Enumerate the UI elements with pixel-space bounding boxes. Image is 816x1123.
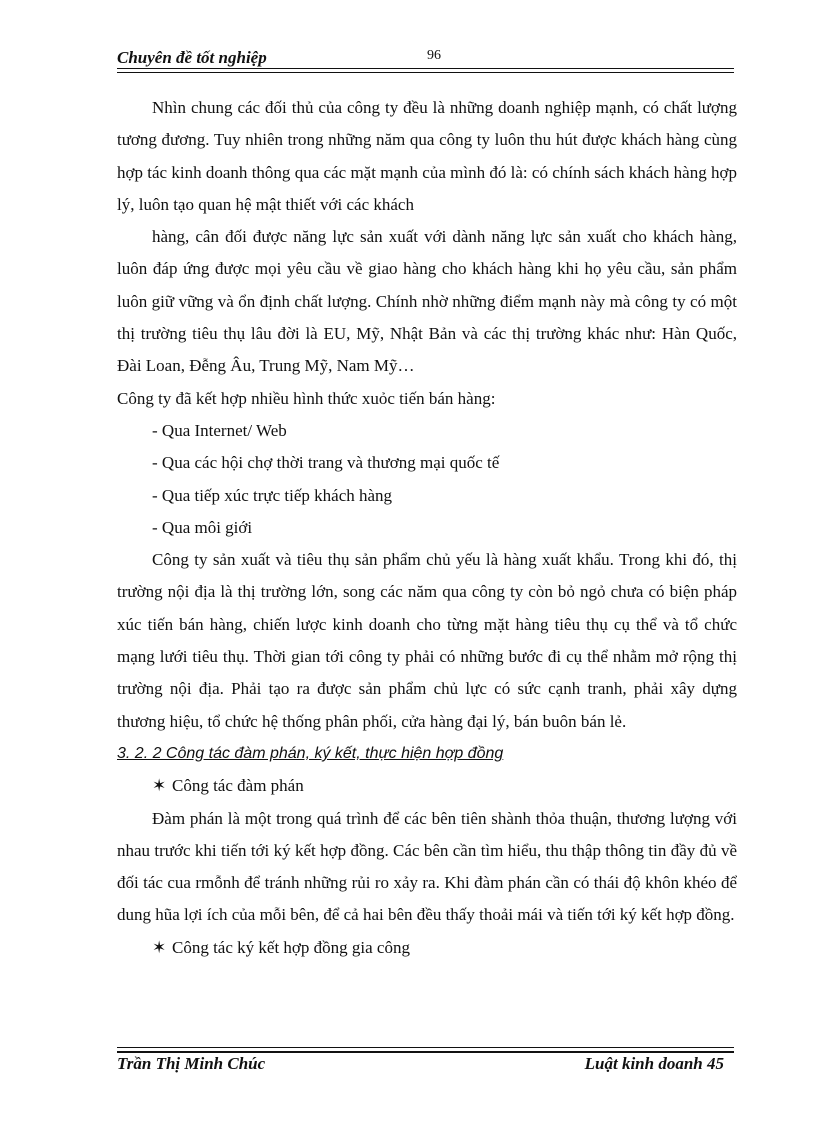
bullet-item: - Qua các hội chợ thời trang và thương mại quốc tế — [152, 453, 500, 473]
star-icon: ✶ — [152, 937, 167, 957]
footer-author: Trần Thị Minh Chúc — [117, 1054, 266, 1073]
footer-rule — [117, 1047, 734, 1048]
bullet-item: - Qua tiếp xúc trực tiếp khách hàng — [152, 485, 393, 505]
paragraph-negotiation: Đàm phán là một trong quá trình để các bên tiên shành thỏa thuận, thương lượng với nhau trước khi tiến tới ký kết hợp đồng. Các bên cần tìm hiểu, thu thập thông tin đầy đủ về đối tác cua rmỗnh để tránh những rủi ro xảy ra. Khi đàm phán cần có thái độ khôn khéo để dung hũa lợi ích của mỗi bên, để cả hai bên đều thấy thoải mái và tiến tới ký kết hợp đồng. — [117, 808, 737, 925]
footer-class: Luật kinh doanh 45 — [584, 1054, 724, 1073]
section-heading: 3. 2. 2 Công tác đàm phán, ký kết, thực hiện hợp đồng — [117, 744, 504, 762]
subheading-label: Công tác đàm phán — [172, 776, 304, 796]
paragraph-promotion-intro: Công ty đã kết hợp nhiều hình thức xuỏc tiến bán hàng: — [117, 388, 496, 408]
subheading-contract — [117, 932, 737, 964]
subheading-label: Công tác ký kết hợp đồng gia công — [172, 937, 410, 957]
header-rule-secondary — [117, 72, 734, 73]
subheading-negotiation — [117, 770, 737, 802]
bullet-item: - Qua Internet/ Web — [152, 420, 287, 440]
paragraph-competitors: Nhìn chung các đối thủ của công ty đều là những doanh nghiệp mạnh, có chất lượng tương đương. Tuy nhiên trong những năm qua công ty luôn thu hút được khách hàng cùng hợp tác kinh doanh thông qua các mặt mạnh của mình đó là: có chính sách khách hàng hợp lý, luôn tạo quan hệ mật thiết với các khách — [117, 98, 737, 214]
paragraph-domestic-market: Công ty sản xuất và tiêu thụ sản phẩm chủ yếu là hàng xuất khẩu. Trong khi đó, thị trường nội địa là thị trường lớn, song các năm qua công ty còn bỏ ngỏ chưa có biện pháp xúc tiến bán hàng, chiến lược kinh doanh cho từng mặt hàng tiêu thụ cụ thể và tổ chức mạng lưới tiêu thụ. Thời gian tới công ty phải có những bước đi cụ thể nhằm mở rộng thị trường nội địa. Phải tạo ra được sản phẩm chủ lực có sức cạnh tranh, phải xây dựng thương hiệu, tổ chức hệ thống phân phối, cửa hàng đại lý, bán buôn bán lẻ. — [117, 550, 737, 731]
paragraph-markets: hàng, cân đối được năng lực sản xuất với dành năng lực sản xuất cho khách hàng, luôn đáp ứng được mọi yêu cầu về giao hàng cho khách hàng khi họ yêu cầu, sản phẩm luôn giữ vững và ổn định chất lượng. Chính nhờ những điểm mạnh này mà công ty có một thị trường tiêu thụ lâu đời là EU, Mỹ, Nhật Bản và các thị trường khác như: Hàn Quốc, Đài Loan, Đễng Âu, Trung Mỹ, Nam Mỹ… — [117, 227, 737, 376]
bullet-item: - Qua môi giới — [152, 517, 253, 537]
header-title: Chuyên đề tốt nghiệp — [117, 48, 267, 67]
footer-rule-secondary — [117, 1051, 734, 1053]
document-body — [117, 92, 737, 964]
header-rule — [117, 68, 734, 69]
star-icon: ✶ — [152, 776, 167, 796]
page-number: 96 — [427, 48, 441, 63]
